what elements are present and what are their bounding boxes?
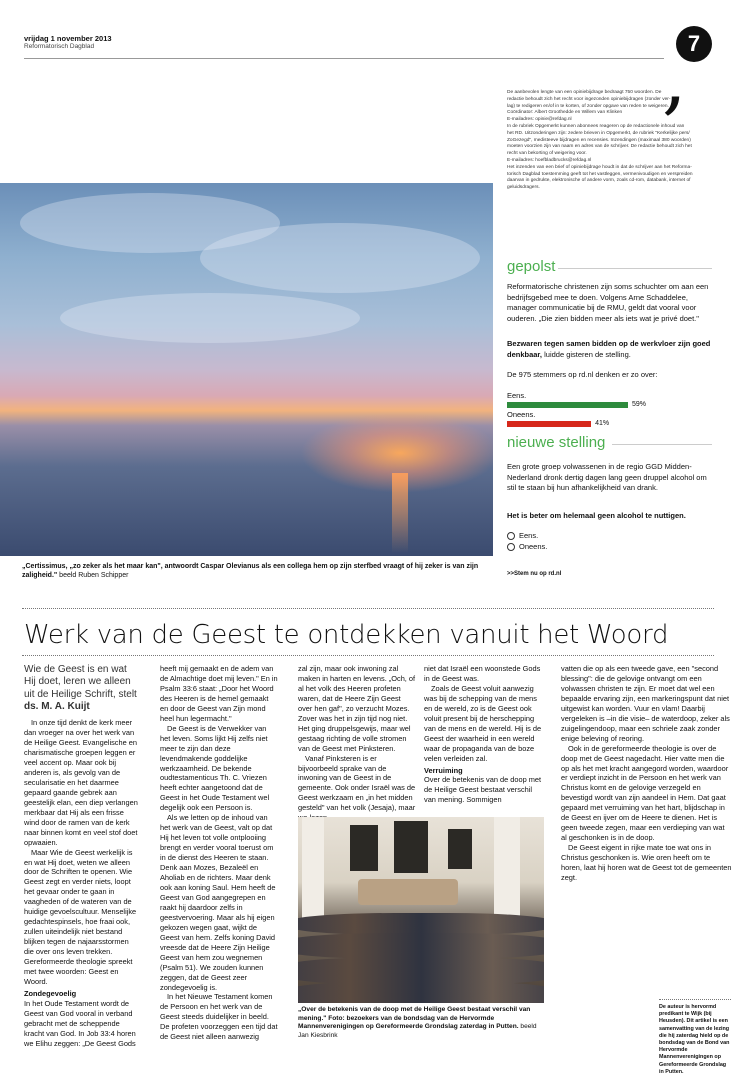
info-line: E-mailadres: hoefbladbrucks@refdag.nl [507, 157, 592, 163]
cloud-shape [200, 223, 480, 293]
church-photo-credit: beeld Jan Kiesbrink [298, 1023, 537, 1039]
opinion-comma-logo: , [662, 34, 687, 124]
option-agree[interactable] [507, 531, 538, 540]
cloud-shape [60, 293, 360, 343]
poll-intro: Reformatorische christenen zijn soms schuchter om aan een bedrijfsgebed mee te doen. Volgens Arne Schaddelee, manager communicatie bij de RMU, geldt dat vooral voor ouderen. „Die zien bidden meer als iets wat je privé doet." [507, 282, 709, 323]
info-line: Coördinator: Albert Groothedde en Willem van Klinken [507, 110, 623, 116]
info-line: geluidsdragers. [507, 185, 540, 191]
radio-icon[interactable] [507, 543, 515, 551]
church-pillar [494, 817, 520, 927]
subheading-zondegevoelig: Zondegevoelig [24, 988, 77, 998]
church-organ [358, 879, 458, 905]
church-photo [298, 817, 544, 1003]
poll-title: gepolst [507, 258, 556, 275]
poll-rule [612, 444, 712, 445]
photo-credit: beeld Ruben Schipper [59, 572, 129, 579]
article-lead [24, 664, 138, 713]
crowd [298, 933, 544, 959]
submission-info [507, 90, 712, 192]
new-statement-title: nieuwe stelling [507, 434, 606, 451]
caption-text: „Certissimus, „zo zeker als het maar kan", antwoordt Caspar Olevianus als een collega hem op zijn sterfbed vraagt of hij zeker is van zijn zaligheid." [22, 563, 479, 579]
poll-question [507, 339, 712, 360]
crowd [298, 981, 544, 1003]
info-line: De aanbevolen lengte van een opiniebijdrage bedraagt 750 woorden. De [507, 90, 662, 95]
info-line: In de rubriek Opgemerkt kunnen abonnees reageren op de redactionele inhoud van [507, 123, 685, 129]
paragraph: De Geest eigent in rijke mate toe wat ons in Christus geschonken is. Wie oren heeft om te horen, laat hij horen wat de Geest tot de gemeenten zegt. [561, 843, 732, 883]
info-line: torisch Dagblad toestemming geeft tot het vastleggen, vermenivoudigen en verspreiden [507, 171, 693, 177]
headline-divider [22, 655, 714, 656]
article-column-4 [424, 664, 544, 805]
paragraph: In het Oude Testament wordt de Geest van God vooral in verband gebracht met de scheppende kracht van God. In Job 33:4 horen we Elihu zeggen: „De Geest Gods [24, 998, 136, 1048]
paragraph: In het Nieuwe Testament komen de Persoon en het werk van de Geest steeds duidelijker in beeld. De profeten voorzeggen een tijd dat de Geest niet alleen aanwezig [160, 992, 278, 1042]
article-column-3 [298, 664, 416, 823]
result-label-yes: Eens. [507, 391, 527, 400]
new-statement-question: Het is beter om helemaal geen alcohol te nuttigen. [507, 511, 686, 520]
article-headline: Werk van de Geest te ontdekken vanuit het Woord [24, 620, 669, 650]
poll-rule [558, 268, 712, 269]
vote-link[interactable]: >>Stem nu op rd.nl [507, 571, 562, 577]
option-label: Oneens. [519, 542, 548, 551]
paragraph: Vanaf Pinksteren is er bijvoorbeeld sprake van de inwoning van de Geest in de gemeente. Ook onder Israël was de Geest werkzaam en „in het midden gesteld" van het volk (Jesaja), maar [298, 753, 416, 813]
sunset-photo [0, 183, 493, 556]
info-line: Het inzenden van een brief of opiniebijdrage houdt in dat de schrijver aan het Reforma- [507, 164, 692, 170]
paragraph: Maar Wie de Geest werkelijk is en wat Hij doet, weten we alleen door de Schriften te openen. Wie Geest zegt en verder niets, loopt het gevaar onder te gaan in vaagheden of de wateren van de huidige gevoelscultuur. Menselijke gedachtespinsels, hoe fraai ook, zullen uiteindelijk niet bestand blijken tegen de najaarsstormen die over ons leven trekken. Gereformeerde theologie spreekt met twee woorden: Geest en Woord. [24, 847, 137, 986]
poll-voter-count: De 975 stemmers op rd.nl denken er zo over: [507, 370, 658, 379]
poll-question-bold: Bezwaren tegen samen bidden op de werkvloer zijn goed denkbaar, [507, 339, 711, 359]
radio-icon[interactable] [507, 532, 515, 540]
article-column-5 [561, 664, 732, 883]
option-label: Eens. [519, 531, 539, 540]
article-column-2 [160, 664, 278, 1042]
info-line: recht van bekorting of weigering voor. [507, 151, 587, 157]
crowd [298, 913, 544, 935]
church-photo-caption [298, 1006, 548, 1040]
newspaper-name: Reformatorisch Dagblad [24, 43, 95, 50]
page-number: 7 [676, 26, 712, 62]
church-pillar [302, 817, 324, 927]
paragraph: niet dat Israël een woonstede Gods in de Geest was. [424, 664, 541, 683]
subheading-verruiming: Verruiming [424, 765, 463, 775]
paragraph: Ook in de gereformeerde theologie is over de doop met de Geest nagedacht. Hier vatte men die op als het met kracht aangegord worden, waardoor er verdiept inzicht in de Persoon en het werk van Christus komt en de gelovige verzegeld en bevestigd wordt van zijn aandeel in Hem. Dat gaat gepaard met verruiming van het hart, blijdschap in de Geest en ijver om de Heere te dienen. Het is geen tweede zegen, maar een verdieping van wat al geschonken is in de doop. [561, 743, 729, 843]
church-board [394, 821, 428, 873]
result-percent-yes: 59% [632, 401, 647, 408]
info-line: moeten voorzien zijn van naam en adres van de schrijver. De redactie behoudt zich het [507, 144, 692, 150]
info-line: redactie behoudt zich het recht voor ingezonden opiniebijdragen (zonder ver- [507, 96, 671, 102]
header-rule [24, 58, 664, 59]
result-label-no: Oneens. [507, 410, 536, 419]
church-board [448, 829, 472, 869]
author-note-rule [659, 999, 731, 1000]
photo-caption [22, 562, 492, 580]
info-line: het RD. Uitzonderingen zijn: zedere brieven in Opgemerkt, de rubriek "Kerkelijke pers/ [507, 130, 690, 136]
result-percent-no: 41% [595, 420, 610, 427]
info-line: ZoGezegd", medisteeve bijdragen en recensies. Inzendingen (maximaal 380 woorden) [507, 137, 691, 143]
church-caption-text: „Over de betekenis van de doop met de Heilige Geest bestaat verschil van mening." Foto: bezoekers van de bondsdag van de Hervormde Mannenverenigingen op Gereformeerde Grondslag zaterdag in Putten. [298, 1006, 531, 1031]
issue-date: vrijdag 1 november 2013 [24, 34, 112, 43]
paragraph: vatten die op als een tweede gave, een "second blessing": die de gelovige ontvangt om een volwassen christen te zijn. Er moet dat wel een bepaalde ervaring zijn, een markeringspunt dat niet uitgewist kan worden. Vuur en vlam! Daarbij vergeleken is –in die visie– de waterdoop, zeker als zuigelingendoop, maar een schriele zaak zonder enige beleving of reoring. [561, 664, 730, 743]
paragraph: In onze tijd denkt de kerk meer dan vroeger na over het werk van de Heilige Geest. Evangelische en charismatische groepen leggen er veel accent op. Maar ook bij anderen is, als gevolg van de secularisatie en het daarmee gepaard gaande gebrek aan geestelijk elan, een diep verlangen merkbaar dat Hij als een frisse wind door de ramen van de kerk naar binnen komt en veel stof doet opwaaien. [24, 718, 138, 847]
poll-question-rest: luidde gisteren de stelling. [542, 349, 631, 359]
paragraph: Zoals de Geest voluit aanwezig was bij de schepping van de mens en de wereld, zo is de Geest ook voluit present bij de herschepping van de mens en de wereld. Hij is de Geest der waarheid in een wereld waar de propaganda van de boze velen verleiden zal. [424, 683, 542, 763]
article-column-1 [24, 664, 138, 1049]
sun-reflection [392, 473, 408, 553]
author-name: ds. M. A. Kuijt [24, 700, 90, 712]
church-board [350, 825, 378, 871]
paragraph: De Geest is de Verwekker van het leven. Soms lijkt Hij zelfs niet meer te zijn dan deze levendmakende goddelijke werkzaamheid. De bekende oudtestamenticus Th. C. Vriezen heeft echter aangetoond dat de Geest in het Oude Testament wel degelijk ook een Persoon is. [160, 723, 270, 813]
info-line: daarvan in gedrukte, elektronische of andere vorm, zoals cd-rom, databank, internet of [507, 178, 691, 184]
lead-text: Wie de Geest is en wat Hij doet, leren we alleen uit de Heilige Schrift, stelt [24, 664, 137, 700]
new-statement-intro: Een grote groep volwassenen in de regio GGD Midden-Nederland dronk dertig dagen lang geen druppel alcohol om stil te staan bij hun afhankelijkheid van drank. [507, 462, 707, 492]
info-line: lag) te redigeren en/of in te korten, of zonder opgave van reden te weigeren. [507, 103, 669, 109]
paragraph: Als we letten op de inhoud van het werk van de Geest, valt op dat Hij het leven tot volle ontplooiing brengt en verder vooral toerust om in de dienst des Heeren te staan. Denk aan Mozes, Bezaleël en Aholiab en de richters. Maar denk ook aan koning Saul. Hem heeft de Geest van God aangegrepen en raakt hij daardoor zelfs in geestvervoering. Maar als hij eigen gekozen wegen gaat, wijkt de Geest van hem. Zelfs koning David vreesde dat de Heere Zijn Heilige Geest van hem zou wegnemen (Psalm 51). We zouden kunnen zeggen, dat de Geest zeer zondegevoelig is. [160, 813, 276, 992]
option-disagree[interactable] [507, 542, 547, 551]
author-note: De auteur is hervormd predikant te Wijk (bij Heusden). Dit artikel is een samenvatting van de lezing die hij zaterdag hield op de bondsdag van de Bond van Hervormde Mannenverenigingen op Gereformeerde Grondslag in Putten. [659, 1004, 730, 1075]
result-bar-no [507, 421, 591, 427]
paragraph: zal zijn, maar ook inwoning zal maken in harten en levens. „Och, of al het volk des Heeren profeten waren, dat de Heere Zijn Geest over hen gaf", zo verzucht Mozes. Zover was het in zijn tijd nog niet. Het ging druppelsgewijs, maar wel gestaag richting de volle stromen van de Geest met Pinksteren. [298, 664, 416, 753]
paragraph: Over de betekenis van de doop met de Heilige Geest bestaat verschil van mening. Sommigen [424, 775, 542, 805]
info-line: E-mailadres: opinie@refdag.nl [507, 117, 572, 123]
section-divider [22, 608, 714, 609]
result-bar-yes [507, 402, 628, 408]
paragraph: heeft mij gemaakt en de adem van de Almachtige doet mij leven." En in Psalm 33:6 staat: „Door het Woord des Heeren is de hemel gemaakt en door de Geest van Zijn mond heel hun legermacht." [160, 664, 278, 723]
